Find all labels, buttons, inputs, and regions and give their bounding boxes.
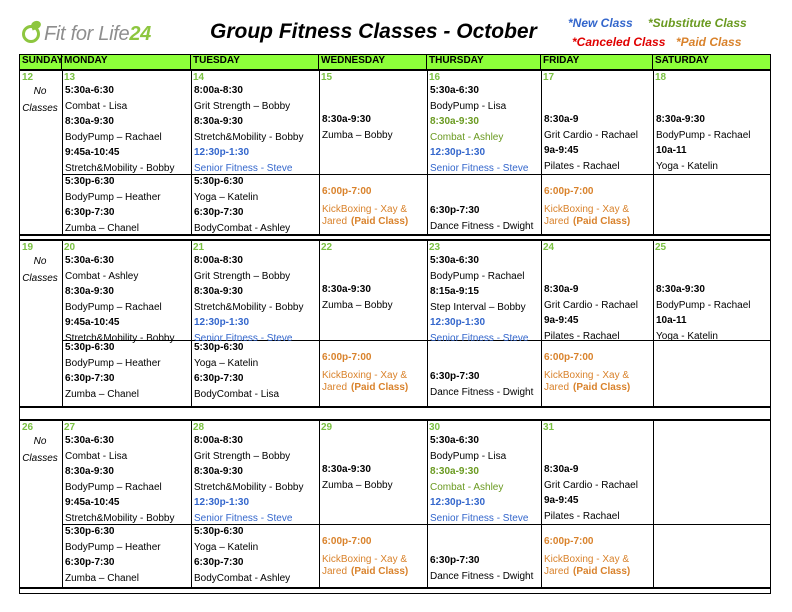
class-name: BodyCombat - Ashley	[194, 572, 291, 584]
class-time: 6:30p-7:30	[194, 373, 244, 384]
column-divider	[427, 71, 428, 234]
date-number: 21	[193, 242, 205, 253]
no-classes-label: No	[33, 256, 47, 267]
class-time: 5:30a-6:30	[430, 85, 479, 96]
column-header-wednesday: WEDNESDAY	[319, 55, 427, 69]
date-number: 20	[64, 242, 76, 253]
page-title: Group Fitness Classes - October	[210, 20, 537, 43]
class-instructor: Jared	[322, 216, 348, 227]
no-classes-label: No	[33, 86, 47, 97]
class-time: 12:30p-1:30	[430, 497, 486, 508]
class-time: 8:30a-9:30	[65, 116, 114, 127]
class-time: 12:30p-1:30	[430, 317, 486, 328]
class-time: 6:00p-7:00	[322, 186, 372, 197]
class-name: BodyPump – Rachael	[65, 481, 162, 493]
column-divider	[319, 241, 320, 406]
class-name: Stretch&Mobility - Bobby	[65, 512, 175, 524]
class-name: BodyPump - Rachael	[430, 270, 525, 282]
class-name: Senior Fitness - Steve	[194, 512, 293, 524]
class-name: Yoga – Katelin	[194, 191, 259, 203]
date-number: 12	[22, 72, 34, 83]
class-time: 6:30p-7:30	[194, 207, 244, 218]
class-time: 8:30a-9:30	[322, 464, 371, 475]
class-name: Grit Strength – Bobby	[194, 270, 291, 282]
class-time: 8:30a-9:30	[322, 284, 371, 295]
class-time: 8:30a-9	[544, 114, 579, 125]
paid-class-label: (Paid Class)	[573, 216, 631, 227]
column-divider	[62, 241, 63, 406]
paid-class-label: (Paid Class)	[573, 566, 631, 577]
class-time: 9:45a-10:45	[65, 497, 120, 508]
class-time: 8:30a-9:30	[430, 116, 479, 127]
column-divider	[319, 71, 320, 234]
class-name: Pilates - Rachael	[544, 160, 620, 172]
class-time: 8:00a-8:30	[194, 255, 243, 266]
date-number: 13	[64, 72, 76, 83]
paid-class-label: (Paid Class)	[351, 382, 409, 393]
class-time: 9a-9:45	[544, 315, 579, 326]
class-instructor: Jared	[322, 566, 348, 577]
legend-substitute-class: *Substitute Class	[648, 16, 747, 30]
date-number: 19	[22, 242, 34, 253]
class-name: Stretch&Mobility - Bobby	[65, 332, 175, 344]
no-classes-label: Classes	[22, 103, 58, 114]
class-name: KickBoxing - Xay &	[544, 553, 630, 565]
class-time: 6:00p-7:00	[322, 536, 372, 547]
class-time: 9a-9:45	[544, 145, 579, 156]
class-name: Senior Fitness - Steve	[430, 162, 529, 174]
column-divider	[191, 421, 192, 587]
class-name: Yoga – Katelin	[194, 541, 259, 553]
class-time: 8:30a-9:30	[194, 116, 243, 127]
class-name: Senior Fitness - Steve	[430, 332, 529, 344]
week-block-2	[20, 239, 770, 408]
class-instructor: Jared	[322, 382, 348, 393]
fit-for-life-logo	[22, 20, 172, 48]
column-divider	[62, 71, 63, 234]
column-divider	[191, 71, 192, 234]
column-header-saturday: SATURDAY	[655, 55, 709, 66]
column-header-friday: FRIDAY	[541, 55, 653, 69]
class-name: Grit Cardio - Rachael	[544, 299, 638, 311]
date-number: 26	[22, 422, 34, 433]
week-block-3	[20, 419, 770, 589]
class-time: 8:30a-9:30	[430, 466, 479, 477]
class-time: 5:30p-6:30	[194, 176, 244, 187]
date-number: 18	[655, 72, 667, 83]
legend-paid-class: *Paid Class	[676, 35, 742, 49]
class-name: Pilates - Rachael	[544, 330, 620, 342]
class-name: Senior Fitness - Steve	[430, 512, 529, 524]
column-divider	[541, 241, 542, 406]
class-time: 6:00p-7:00	[544, 536, 594, 547]
class-name: Stretch&Mobility - Bobby	[194, 301, 304, 313]
date-number: 29	[321, 422, 333, 433]
class-time: 9a-9:45	[544, 495, 579, 506]
date-number: 30	[429, 422, 441, 433]
class-time: 5:30p-6:30	[65, 176, 115, 187]
class-name: BodyPump - Lisa	[430, 450, 507, 462]
paid-class-label: (Paid Class)	[351, 216, 409, 227]
logo-number: 24	[129, 23, 151, 45]
class-name: Step Interval – Bobby	[430, 301, 526, 313]
class-time: 6:30p-7:30	[430, 205, 480, 216]
column-divider	[427, 241, 428, 406]
class-time: 5:30p-6:30	[65, 342, 115, 353]
class-time: 9:45a-10:45	[65, 317, 120, 328]
paid-class-label: (Paid Class)	[573, 382, 631, 393]
class-time: 6:00p-7:00	[544, 186, 594, 197]
class-time: 5:30a-6:30	[430, 435, 479, 446]
paid-class-label: (Paid Class)	[351, 566, 409, 577]
class-time: 12:30p-1:30	[194, 497, 250, 508]
class-time: 8:15a-9:15	[430, 286, 479, 297]
class-time: 5:30p-6:30	[65, 526, 115, 537]
class-name: Dance Fitness - Dwight	[430, 220, 534, 232]
class-instructor: Jared	[544, 566, 570, 577]
class-name: Dance Fitness - Dwight	[430, 386, 534, 398]
date-number: 27	[64, 422, 76, 433]
class-time: 6:30p-7:30	[65, 557, 115, 568]
week-block-1	[20, 69, 770, 236]
class-name: Stretch&Mobility - Bobby	[65, 162, 175, 174]
class-name: Stretch&Mobility - Bobby	[194, 481, 304, 493]
class-name: BodyPump – Heather	[65, 357, 161, 369]
class-time: 8:30a-9:30	[656, 114, 705, 125]
date-number: 31	[543, 422, 555, 433]
class-name: Zumba – Chanel	[65, 222, 139, 234]
class-name: Grit Cardio - Rachael	[544, 479, 638, 491]
column-header-sunday: SUNDAY	[20, 55, 62, 69]
date-number: 24	[543, 242, 555, 253]
column-header-thursday: THURSDAY	[427, 55, 541, 69]
class-time: 8:30a-9:30	[194, 286, 243, 297]
class-name: Combat - Ashley	[430, 481, 504, 493]
class-name: KickBoxing - Xay &	[322, 553, 408, 565]
class-name: Combat - Lisa	[65, 100, 128, 112]
class-name: KickBoxing - Xay &	[544, 369, 630, 381]
class-time: 8:30a-9:30	[65, 466, 114, 477]
class-name: Zumba – Bobby	[322, 299, 393, 311]
class-time: 5:30a-6:30	[65, 85, 114, 96]
class-instructor: Jared	[544, 382, 570, 393]
no-classes-label: Classes	[22, 273, 58, 284]
date-number: 25	[655, 242, 667, 253]
class-time: 6:30p-7:30	[430, 371, 480, 382]
class-instructor: Jared	[544, 216, 570, 227]
class-name: Grit Cardio - Rachael	[544, 129, 638, 141]
class-time: 5:30p-6:30	[194, 526, 244, 537]
class-name: BodyPump - Rachael	[656, 299, 751, 311]
logo-ring-icon	[22, 25, 40, 43]
weekday-header-row	[20, 55, 770, 70]
class-name: BodyCombat - Ashley	[194, 222, 291, 234]
column-header-tuesday: TUESDAY	[191, 55, 319, 69]
class-name: Stretch&Mobility - Bobby	[194, 131, 304, 143]
legend-canceled-class: *Canceled Class	[572, 35, 666, 49]
legend-new-class: *New Class	[568, 16, 633, 30]
class-time: 6:30p-7:30	[194, 557, 244, 568]
no-classes-label: Classes	[22, 453, 58, 464]
class-time: 6:00p-7:00	[322, 352, 372, 363]
class-name: Zumba – Chanel	[65, 388, 139, 400]
class-name: BodyPump - Rachael	[656, 129, 751, 141]
class-time: 10a-11	[656, 145, 687, 156]
class-time: 8:00a-8:30	[194, 85, 243, 96]
date-number: 14	[193, 72, 205, 83]
class-time: 5:30a-6:30	[65, 255, 114, 266]
class-time: 8:00a-8:30	[194, 435, 243, 446]
no-classes-label: No	[33, 436, 47, 447]
class-name: BodyPump – Heather	[65, 191, 161, 203]
class-name: Combat - Ashley	[430, 131, 504, 143]
class-time: 8:30a-9	[544, 284, 579, 295]
class-time: 12:30p-1:30	[430, 147, 486, 158]
class-name: Yoga - Katelin	[656, 330, 718, 342]
column-divider	[541, 421, 542, 587]
class-name: Yoga – Katelin	[194, 357, 259, 369]
class-name: Grit Strength – Bobby	[194, 450, 291, 462]
class-name: BodyCombat - Lisa	[194, 388, 280, 400]
class-time: 8:30a-9:30	[322, 114, 371, 125]
class-name: Combat - Ashley	[65, 270, 139, 282]
class-time: 5:30a-6:30	[430, 255, 479, 266]
class-time: 8:30a-9:30	[65, 286, 114, 297]
class-time: 8:30a-9:30	[656, 284, 705, 295]
date-number: 15	[321, 72, 333, 83]
column-divider	[653, 421, 654, 587]
column-divider	[653, 241, 654, 406]
class-name: Zumba – Bobby	[322, 129, 393, 141]
column-divider	[653, 71, 654, 234]
class-time: 8:30a-9	[544, 464, 579, 475]
class-name: Dance Fitness - Dwight	[430, 570, 534, 582]
class-time: 12:30p-1:30	[194, 317, 250, 328]
date-number: 23	[429, 242, 441, 253]
date-number: 22	[321, 242, 333, 253]
column-divider	[191, 241, 192, 406]
class-time: 6:30p-7:30	[430, 555, 480, 566]
class-name: KickBoxing - Xay &	[322, 203, 408, 215]
class-time: 12:30p-1:30	[194, 147, 250, 158]
class-time: 9:45a-10:45	[65, 147, 120, 158]
class-name: BodyPump – Heather	[65, 541, 161, 553]
column-header-monday: MONDAY	[62, 55, 191, 69]
class-name: BodyPump – Rachael	[65, 131, 162, 143]
date-number: 28	[193, 422, 205, 433]
class-time: 5:30p-6:30	[194, 342, 244, 353]
class-name: KickBoxing - Xay &	[544, 203, 630, 215]
class-name: Senior Fitness - Steve	[194, 162, 293, 174]
class-time: 5:30a-6:30	[65, 435, 114, 446]
column-divider	[427, 421, 428, 587]
class-name: Pilates - Rachael	[544, 510, 620, 522]
schedule-grid	[19, 54, 771, 594]
date-number: 17	[543, 72, 555, 83]
class-time: 8:30a-9:30	[194, 466, 243, 477]
class-name: Combat - Lisa	[65, 450, 128, 462]
logo-text: Fit for Life24	[44, 23, 151, 45]
class-name: BodyPump - Lisa	[430, 100, 507, 112]
class-time: 10a-11	[656, 315, 687, 326]
class-name: KickBoxing - Xay &	[322, 369, 408, 381]
column-divider	[541, 71, 542, 234]
class-name: Zumba – Chanel	[65, 572, 139, 584]
class-name: Yoga - Katelin	[656, 160, 718, 172]
class-name: BodyPump – Rachael	[65, 301, 162, 313]
class-name: Zumba – Bobby	[322, 479, 393, 491]
class-time: 6:30p-7:30	[65, 207, 115, 218]
class-time: 6:00p-7:00	[544, 352, 594, 363]
column-divider	[319, 421, 320, 587]
date-number: 16	[429, 72, 441, 83]
class-name: Grit Strength – Bobby	[194, 100, 291, 112]
column-divider	[62, 421, 63, 587]
class-time: 6:30p-7:30	[65, 373, 115, 384]
class-name: Senior Fitness - Steve	[194, 332, 293, 344]
